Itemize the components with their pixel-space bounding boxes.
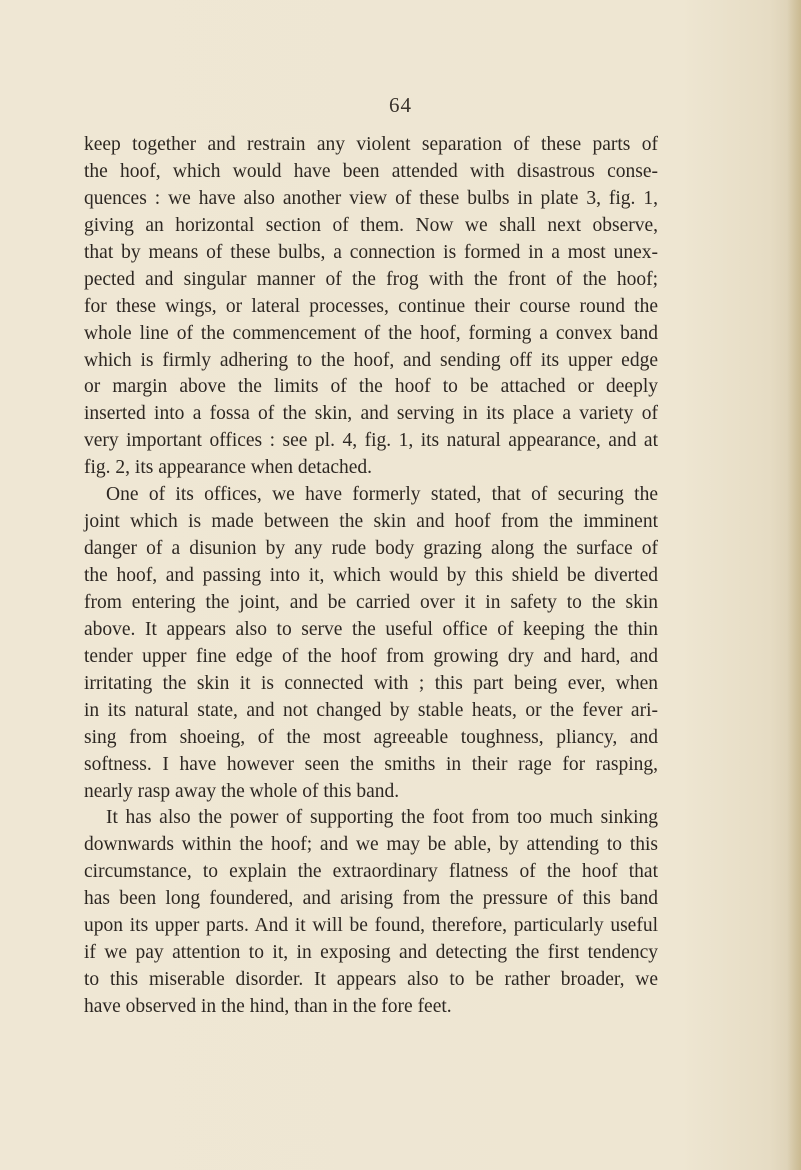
text-line: downwards within the hoof; and we may be able, by attending to this	[84, 834, 658, 856]
page-edge-shadow	[787, 0, 801, 1170]
page-number: 64	[389, 93, 412, 117]
text-line: keep together and restrain any violent separation of these parts of	[84, 134, 658, 155]
text-line: quences : we have also another view of these bulbs in plate 3, fig. 1,	[84, 187, 658, 209]
text-line: fig. 2, its appearance when detached.	[84, 457, 373, 479]
body-text	[84, 132, 658, 1021]
text-line: One of its offices, we have formerly stated, that of securing the	[106, 484, 658, 506]
text-line: irritating the skin it is connected with ; this part being ever, when	[84, 672, 658, 694]
text-line: the hoof, which would have been attended with disastrous conse-	[84, 160, 658, 182]
text-line: which is firmly adhering to the hoof, and sending off its upper edge	[84, 349, 658, 371]
text-line: circumstance, to explain the extraordinary flatness of the hoof that	[84, 861, 658, 883]
text-line: nearly rasp away the whole of this band.	[84, 780, 400, 802]
text-line: from entering the joint, and be carried over it in safety to the skin	[84, 591, 658, 613]
text-line: giving an horizontal section of them. Now we shall next observe,	[84, 214, 658, 236]
text-line: sing from shoeing, of the most agreeable toughness, pliancy, and	[84, 726, 658, 748]
text-line: the hoof, and passing into it, which would by this shield be diverted	[84, 565, 658, 586]
text-line: or margin above the limits of the hoof to be attached or deeply	[84, 376, 658, 398]
text-line: whole line of the commencement of the hoof, forming a convex band	[84, 322, 658, 344]
text-line: pected and singular manner of the frog with the front of the hoof;	[84, 268, 658, 290]
text-line: upon its upper parts. And it will be found, therefore, particularly useful	[84, 915, 658, 937]
text-line: above. It appears also to serve the useful office of keeping the thin	[84, 618, 658, 640]
text-line: inserted into a fossa of the skin, and serving in its place a variety of	[84, 403, 658, 425]
text-line: softness. I have however seen the smiths in their rage for rasping,	[84, 753, 658, 775]
text-line: tender upper fine edge of the hoof from growing dry and hard, and	[84, 645, 658, 667]
text-line: has been long foundered, and arising from the pressure of this band	[84, 888, 658, 910]
text-line: have observed in the hind, than in the fore feet.	[84, 996, 452, 1017]
text-line: danger of a disunion by any rude body grazing along the surface of	[84, 538, 658, 560]
text-line: for these wings, or lateral processes, continue their course round the	[84, 295, 658, 317]
text-line: to this miserable disorder. It appears also to be rather broader, we	[84, 969, 658, 991]
text-line: very important offices : see pl. 4, fig. 1, its natural appearance, and at	[84, 430, 658, 452]
text-line: if we pay attention to it, in exposing and detecting the first tendency	[84, 942, 658, 964]
text-line: that by means of these bulbs, a connection is formed in a most unex-	[84, 241, 658, 263]
text-line: joint which is made between the skin and hoof from the imminent	[84, 511, 658, 533]
text-line: It has also the power of supporting the foot from too much sinking	[106, 807, 658, 829]
text-line: in its natural state, and not changed by stable heats, or the fever ari-	[84, 699, 658, 721]
